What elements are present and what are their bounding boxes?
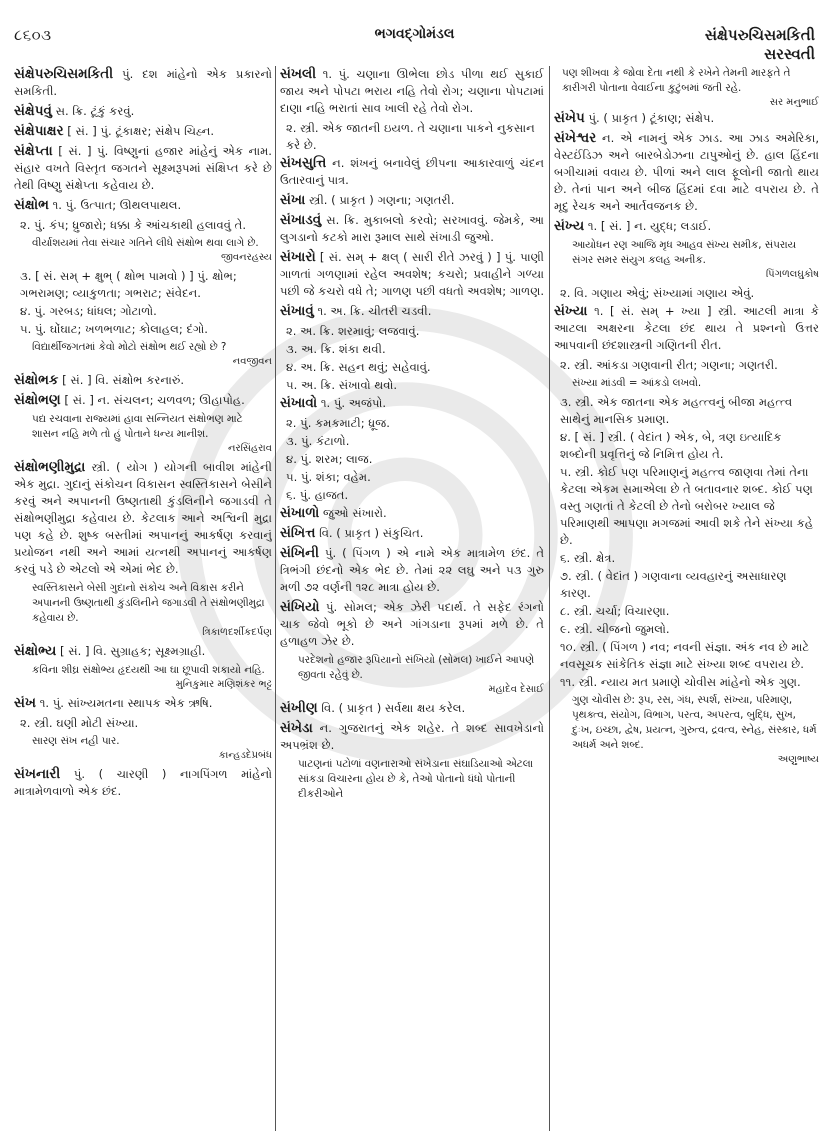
column-2 <box>280 66 544 1131</box>
dictionary-entry <box>554 130 819 215</box>
dictionary-entry <box>280 599 544 650</box>
guide-word-last: સરસ્વતી <box>764 45 815 63</box>
quote-source: કાન્હડદેપ્રબંધ <box>218 750 272 761</box>
quote-text: ગુણ ચોવીસ છે: રૂપ, રસ, ગંધ, સ્પર્શ, સંખ્યા, પરિમાણ, પૃથક્ત્વ, સંયોગ, વિભાગ, પરત્વ, અપરત્વ, બુદ્ધિ, સુખ, દુઃખ, ઇચ્છા, દ્વેષ, પ્રયત્ન, ગુરુત્વ, દ્રવત્વ, સ્નેહ, સંસ્કાર, ધર્મ અધર્મ અને શબ્દ. <box>572 694 817 751</box>
quote-text: સ્વસ્તિકાસને બેસી ગુદાનો સંકોચ અને વિકાસ કરીને અપાનની ઉષ્ણતાથી કુંડલિનીને જગાડવી તે સંક્ષોભણીમુદ્રા કહેવાય છે. <box>32 582 265 624</box>
usage-quote <box>14 236 272 265</box>
headword: સંખાળો <box>280 505 320 521</box>
headword: સંખેપ <box>554 110 585 126</box>
headword: સંખા <box>280 192 306 208</box>
sense-definition: ૧૦. સ્ત્રી. ( પિંગળ ) નવ; નવની સંજ્ઞા. અંક નવ છે માટે નવસૂચક સાંકેતિક સંજ્ઞા માટે સંખ્યા શબ્દ વપરાય છે. <box>560 640 810 671</box>
definition: પું. દશ માંહેનો એક પ્રકારનો સમકિતી. <box>14 67 272 98</box>
quote-text: પાટણનાં પટોળાં વણનારાઓ સંખેડાના સંઘાડિયાઓ એટલા સાંકડા વિચારના હોય છે કે, તેઓ પોતાનો ધંધો પોતાની દીકરીઓને <box>298 758 534 800</box>
dictionary-entry <box>554 303 819 354</box>
headword: સંખનારી <box>14 766 61 782</box>
definition: સ. ક્રિ. ટૂંકું કરવું. <box>55 104 135 118</box>
headword: સંક્ષોભ્ય <box>14 643 57 659</box>
quote-continuation <box>554 66 819 110</box>
dictionary-entry <box>14 459 272 578</box>
definition: પું. ( પ્રાકૃત ) ટૂંકાણ; સંક્ષેપ. <box>588 111 715 125</box>
quote-text: આયોધન રણ આજિ મૃધ આહવ સંખ્ય સમીક, સંપરાય સંગર સમર સંયુગ કલહ અનીક. <box>572 239 797 266</box>
sense-definition: ૨. પું. કંપ; ધ્રુજારો; ધક્કા કે આંચકાથી હલાવવું તે. <box>20 218 247 232</box>
definition: ૧. પું. ચણાના ઊભેલા છોડ પીળા થઈ સુકાઈ જાય અને પોપટા ભરાય નહિ તેવો રોગ; ચણાના પોપટામાં દાણા નહિ ભરાતાં સાવ ખાલી રહે તેવો રોગ. <box>280 67 544 115</box>
quote-source: ત્રિકાળદર્શીકદર્પણ <box>202 627 272 638</box>
definition: [ સં. ] પું. ટૂંકાક્ષર; સંક્ષેપ ચિહ્ન. <box>67 124 215 138</box>
usage-quote <box>280 653 544 697</box>
dictionary-entry <box>280 395 544 412</box>
dictionary-entry <box>14 123 272 140</box>
sense-definition: ૨. વિ. ગણાય એવું; સંખ્યામાં ગણાય એવું. <box>560 286 755 300</box>
definition: પું. ( પિંગળ ) એ નામે એક માત્રામેળ છંદ. તે ત્રિભંગી છંદનો એક ભેદ છે. તેમાં ૨૨ લઘુ અને ૫૩ ગુરુ મળી ૭૨ વર્ણની ૧૨૮ માત્રા હોય છે. <box>280 546 544 594</box>
headword: સંખ્યા <box>554 303 588 319</box>
headword: સંક્ષેપ્તા <box>14 143 53 159</box>
headword: સંખીણ <box>280 700 318 716</box>
dictionary-entry <box>280 192 544 209</box>
definition: પું. સોમલ; એક ઝેરી પદાર્થ. તે સફેદ રંગનો ચાક જેવો ભૂકો છે અને ગાંગડાના રૂપમાં મળે છે. તે હળાહળ ઝેર છે. <box>280 600 544 648</box>
guide-word-first: સંક્ષેપરુચિસમકિતી <box>704 26 815 44</box>
running-title: ભગવદ્ગોમંડલ <box>374 26 455 42</box>
dictionary-entry <box>554 110 819 127</box>
definition: ૧. [ સં. ] ન. યુદ્ધ; લડાઈ. <box>587 219 712 233</box>
dictionary-entry <box>14 66 272 100</box>
guide-words <box>705 26 815 64</box>
definition: ૧. અ. ક્રિ. ચીતરી ચડવી. <box>317 304 432 318</box>
definition: [ સં. ] પું. વિષ્ણુનાં હજાર માંહેનું એક નામ. સંહાર વખતે વિસ્તૃત જગતને સૂક્ષ્મરૂપમાં સંક્ષિપ્ત કરે છે તેથી વિષ્ણુ સંક્ષેપ્તા કહેવાય છે. <box>14 144 272 192</box>
sense-definition: ૪. પું. ગરબડ; ધાંધલ; ગોટાળો. <box>20 304 157 318</box>
definition: સ્ત્રી. ( પ્રાકૃત ) ગણના; ગણતરી. <box>309 193 455 207</box>
dictionary-entry <box>280 720 544 754</box>
sense-definition: ૩. [ સં. સમ્ + ક્ષુભ્ ( ક્ષોભ પામવો ) ] પું. ક્ષોભ; ગભરામણ; વ્યાકુળતા; ગભરાટ; સંવેદન. <box>20 269 237 300</box>
definition: [ સં. ] વિ. સુગ્રાહક; સૂક્ષ્મગ્રાહી. <box>59 644 206 658</box>
headword: સંક્ષોભ <box>14 197 49 213</box>
dictionary-entry <box>14 766 272 800</box>
quote-source: સર મનુભાઈ <box>769 97 819 108</box>
definition: સ્ત્રી. ( યોગ ) યોગની બાવીશ માંહેની એક મુદ્રા. ગુદાનું સંકોચન વિકાસન સ્વસ્તિકાસને બેસીને કરવું અને અપાનની ઉષ્ણતાથી કુંડલિનીને જગાડવી તે સંક્ષોભણીમુદ્રા કહેવાય છે. કેટલાક આને અશ્વિની મુદ્રા પણ કહે છે. શુષ્ક બસ્તીમાં અપાનનું આકર્ષણ કરવાનું પ્રયોજન નથી અને આમાં યત્નથી અપાનનું આકર્ષણ કરવું પડે છે એટલો એ એમાં ભેદ છે. <box>14 460 272 576</box>
headword: સંક્ષેપરુચિસમકિતી <box>14 66 114 82</box>
quote-source: મુનિકુમાર મણિશંકર ભટ્ટ <box>175 679 272 690</box>
sense-definition: ૭. સ્ત્રી. ( વેદાંત ) ગણવાના વ્યવહારનું અસાધારણ કારણ. <box>560 569 787 600</box>
definition: [ સં. ] વિ. સંક્ષોભ કરનારું. <box>62 373 185 387</box>
headword: સંખિત્ત <box>280 525 316 541</box>
sense-definition: ૧૧. સ્ત્રી. ન્યાય મત પ્રમાણે ચોવીસ માંહેનો એક ગુણ. <box>560 675 801 689</box>
dictionary-entry <box>14 197 272 214</box>
headword: સંખાડવું <box>280 212 322 228</box>
quote-text: કવિના શીઘ્ર સંક્ષોભ્ય હૃદયથી આ ઘા છૂપાવી શકાયો નહિ. <box>32 664 265 676</box>
sense-definition: ૯. સ્ત્રી. ચીજનો જુમલો. <box>560 622 670 636</box>
sense-definition: ૫. સ્ત્રી. કોઈ પણ પરિમાણનું મહત્ત્વ જાણવા તેમાં તેના કેટલા એકમ સમાએલા છે તે બતાવનાર શબ્દ. કોઈ પણ વસ્તુ ગણતાં તે કેટલી છે તેનો બરોબર ખ્યાલ જે પરિમાણથી આપણા મગજમાં આવી શકે તેને સંખ્યા કહે છે. <box>560 465 814 547</box>
quote-source: નવજીવન <box>232 356 272 367</box>
headword: સંખ્ય <box>554 218 585 234</box>
dictionary-entry <box>280 700 544 717</box>
sense-definition: ૩. સ્ત્રી. એક જાતના એક મહત્ત્વનું બીજા મહત્ત્વ સાથેનું માનસિક પ્રમાણ. <box>560 395 793 426</box>
quote-source: નરસિંહરાવ <box>228 443 272 454</box>
sense-definition: ૪. અ. ક્રિ. સહન થવું; સહેવાવું. <box>286 360 431 374</box>
headword: સંખસુત્તિ <box>280 155 327 171</box>
sense-definition: ૨. પું. કમકમાટી; ધ્રૂજ. <box>286 416 390 430</box>
dictionary-entry <box>14 372 272 389</box>
dictionary-entry <box>14 643 272 660</box>
headword: સંક્ષોભક <box>14 372 59 388</box>
definition: ન. ગુજરાતનું એક શહેર. તે શબ્દ સાવખેડાનો અપભ્રંશ છે. <box>280 721 544 752</box>
quote-text: પરદેશનો હજાર રૂપિયાનો સંખિયો (સોમલ) ખાઈને આપણે જીવતા રહેવું છે. <box>298 654 535 681</box>
dictionary-entry <box>280 66 544 117</box>
quote-text: સારણ સંખ નહી પાર. <box>32 735 120 747</box>
dictionary-entry <box>280 212 544 246</box>
definition: ૧. પું. સાંખ્યમતના સ્થાપક એક ઋષિ. <box>39 696 213 710</box>
headword: સંખાવું <box>280 303 314 319</box>
column-divider <box>275 66 276 1131</box>
dictionary-entry <box>280 155 544 189</box>
quote-text: સંખ્યા માંડવી = આંકડો લખવો. <box>572 377 702 389</box>
definition: ૧. પું. અજંપો. <box>320 396 387 410</box>
sense-definition: ૩. અ. ક્રિ. શંકા થવી. <box>286 342 386 356</box>
column-3 <box>554 66 819 1131</box>
sense-definition: ૨. સ્ત્રી. ઘણી મોટી સંખ્યા. <box>20 716 139 730</box>
sense-definition: ૫. પું. શંકા; વહેમ. <box>286 470 371 484</box>
definition: [ સં. સમ્ + ક્ષલ્ ( સારી રીતે ઝરવું ) ] પું. પાણી ગાળતાં ગળણામાં રહેલ અવશેષ; કચરો; પ્રવાહીને ગળ્યા પછી જે કચરો વધે તે; ગાળણ પછી વધતો અવશેષ; ગાળણ. <box>280 250 544 298</box>
dictionary-entry <box>554 218 819 235</box>
sense-definition: ૬. સ્ત્રી. ક્ષેત્ર. <box>560 551 616 565</box>
headword: સંખલી <box>280 66 317 82</box>
column-divider <box>549 66 550 1131</box>
definition: વિ. ( પ્રાકૃત ) સંકુચિત. <box>319 526 424 540</box>
headword: સંખેડા <box>280 720 313 736</box>
sense-definition: ૨. સ્ત્રી. એક જાતની ઇયળ. તે ચણાના પાકને નુકસાન કરે છે. <box>286 121 535 152</box>
page-number: ૮૬૦૩ <box>14 26 52 44</box>
definition: ૧. પું. ઉત્પાત; ઊથલપાથલ. <box>52 198 182 212</box>
headword: સંખિયો <box>280 599 320 615</box>
dictionary-entry <box>280 545 544 596</box>
dictionary-entry <box>14 392 272 409</box>
headword: સંખેશ્વર <box>554 130 597 146</box>
dictionary-entry <box>280 249 544 300</box>
headword: સંખિની <box>280 545 320 561</box>
usage-quote <box>14 734 272 763</box>
usage-quote <box>554 693 819 767</box>
usage-quote <box>554 376 819 391</box>
dictionary-entry <box>280 303 544 320</box>
definition: ન. શંખનું બનાવેલું છીપના આકારવાળું ચંદન ઉતારવાનું પાત્ર. <box>280 156 544 187</box>
definition: ૧. [ સં. સમ્ + ખ્યા ] સ્ત્રી. આટલી માત્રા કે આટલા અક્ષરના કેટલા છંદ થાય તે પ્રશ્નનો ઉત્તર આપવાની છંદશાસ્ત્રની ગણિતની રીત. <box>554 304 819 352</box>
quote-text: પણ શીખવા કે જોવા દેતા નથી કે રખેને તેમની મારફતે તે કારીગરી પોતાના વેવાઈના કુટુંબમાં જતી રહે. <box>562 67 791 94</box>
definition: વિ. ( પ્રાકૃત ) સર્વથા ક્ષય કરેલ. <box>321 701 466 715</box>
sense-definition: ૪. [ સં. ] સ્ત્રી. ( વેદાંત ) એક, બે, ત્રણ ઇત્યાદિક શબ્દોની પ્રવૃત્તિનું જે નિમિત્ત હોય તે. <box>560 430 782 461</box>
page-header <box>14 26 815 66</box>
quote-source: જીવનરહસ્ય <box>221 252 272 263</box>
quote-text: વિદ્યાર્થીજગતમાં કેવો મોટો સંક્ષોભ થઈ રહ્યો છે ? <box>32 341 227 353</box>
headword: સંખાવો <box>280 395 318 411</box>
dictionary-entry <box>14 103 272 120</box>
usage-quote <box>280 757 544 802</box>
definition: પું. ( ચારણી ) નાગપિંગળ માંહેનો માત્રામેળવાળો એક છંદ. <box>14 767 272 798</box>
usage-quote <box>14 340 272 369</box>
headword: સંખારો <box>280 249 316 265</box>
definition: ન. એ નામનું એક ઝાડ. આ ઝાડ અમેરિકા, વેસ્ટઈંડિઝ અને બારબેડોઝના ટાપુઓનું છે. હાલ હિંદના બગીચામાં વવાય છે. પીળાં અને લાલ ફૂલોની જાતો થાય છે. તેનાં પાન અને બીજ હિંદમાં દવા માટે વપરાય છે. તે મૃદુ રેચક અને આર્તવજનક છે. <box>554 131 819 213</box>
sense-definition: ૪. પું. શરમ; લાજ. <box>286 452 373 466</box>
quote-text: વીર્યાશયમાં તેવા સંચાર ગતિને લીધે સંક્ષોભ થવા લાગે છે. <box>32 237 259 249</box>
sense-definition: ૫. પું. ઘોંઘાટ; ખળભળાટ; કોલાહલ; દંગો. <box>20 322 208 336</box>
quote-source: પિંગળલઘુકોષ <box>765 269 819 280</box>
quote-text: પદ્ય રચવાના રાજ્યમાં હાવા સન્નિયત સંક્ષોભણ માટે શાસન નહિ મળે તો હું પોતાને ધન્ય માનીશ. <box>32 413 243 440</box>
usage-quote <box>554 238 819 282</box>
definition: [ સં. ] ન. સંચલન; ચળવળ; ઊહાપોહ. <box>64 393 245 407</box>
usage-quote <box>14 663 272 692</box>
definition: જુઓ સંખારો. <box>322 506 387 520</box>
sense-definition: ૨. સ્ત્રી. આંકડા ગણવાની રીત; ગણના; ગણતરી. <box>560 358 778 372</box>
usage-quote <box>14 412 272 456</box>
dictionary-columns <box>14 66 819 1131</box>
quote-source: અણુભાષ્ય <box>777 754 819 765</box>
sense-definition: ૬. પું. હાજત. <box>286 488 349 502</box>
definition: સ. ક્રિ. મુકાબલો કરવો; સરખાવવું. જેમકે, આ લુગડાનો કટકો મારા રૂમાલ સાથે સંખાડી જુઓ. <box>280 213 544 244</box>
sense-definition: ૨. અ. ક્રિ. શરમાવું; લજવાવું. <box>286 324 420 338</box>
quote-source: મહાદેવ દેસાઈ <box>488 684 544 695</box>
sense-definition: ૮. સ્ત્રી. ચર્ચા; વિચારણા. <box>560 604 670 618</box>
usage-quote <box>14 581 272 640</box>
headword: સંક્ષોભણીમુદ્રા <box>14 459 86 475</box>
dictionary-entry <box>14 695 272 712</box>
dictionary-entry <box>280 525 544 542</box>
sense-definition: ૫. અ. ક્રિ. સંખાવો થવો. <box>286 378 398 392</box>
headword: સંક્ષેપાક્ષર <box>14 123 64 139</box>
headword: સંક્ષોભણ <box>14 392 61 408</box>
dictionary-entry <box>280 505 544 522</box>
headword: સંક્ષેપવું <box>14 103 52 119</box>
sense-definition: ૩. પું. કંટાળો. <box>286 434 350 448</box>
dictionary-entry <box>14 143 272 194</box>
headword: સંખ <box>14 695 37 711</box>
column-1 <box>14 66 272 1131</box>
